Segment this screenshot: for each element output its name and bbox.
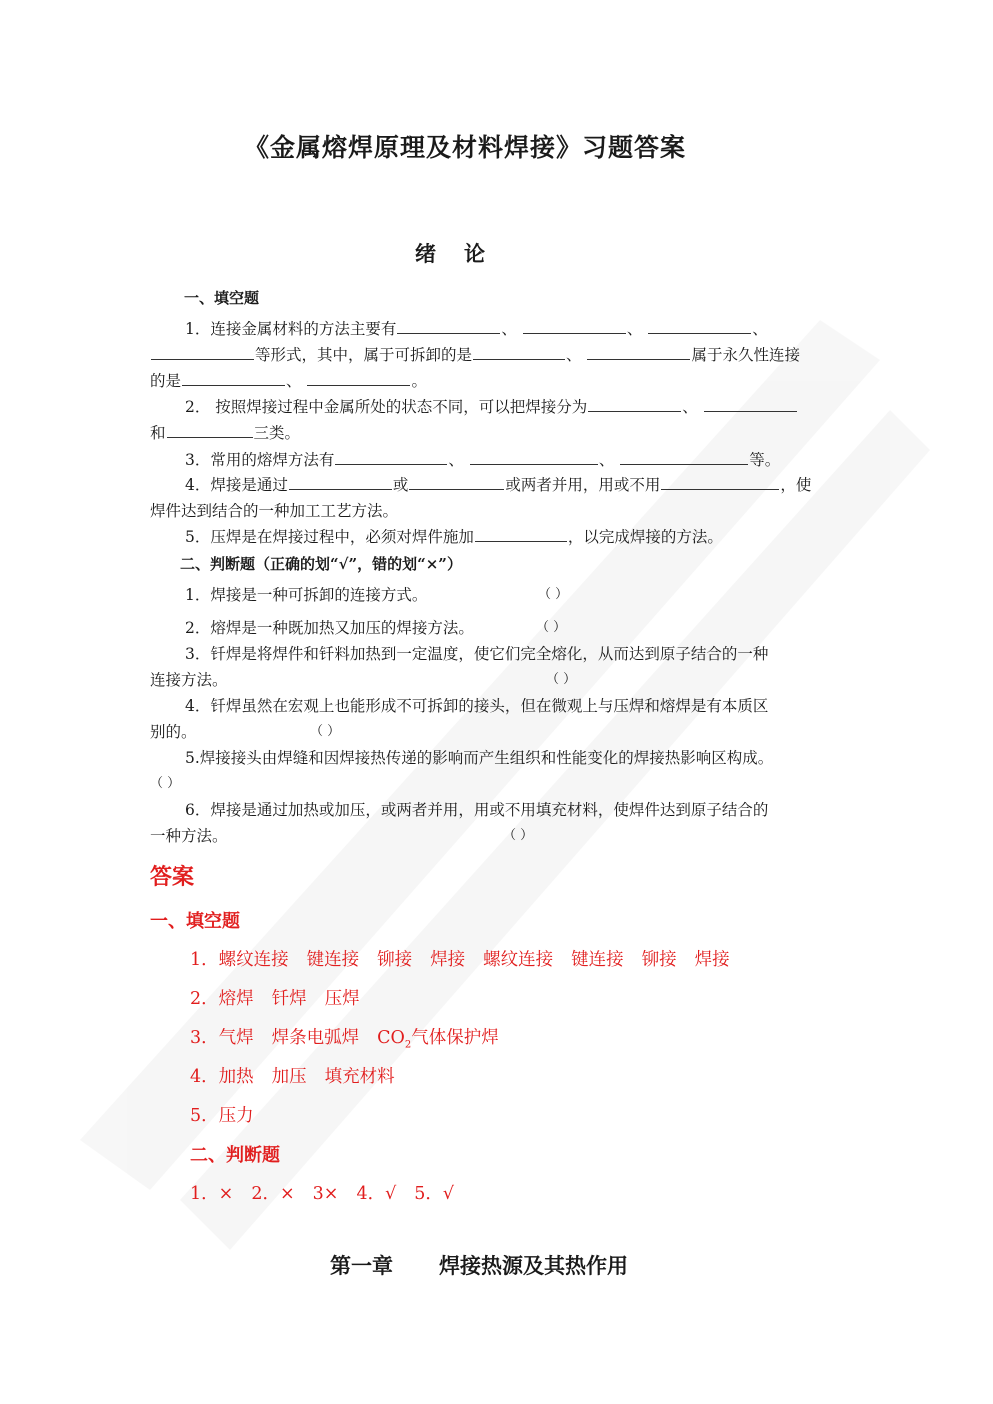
answer-line-2 bbox=[190, 985, 378, 1010]
blank bbox=[588, 394, 681, 412]
fill-q1-text-d: 的是 bbox=[150, 372, 182, 390]
judge-answer: 2．× bbox=[251, 1184, 295, 1204]
answer-item: 键连接 bbox=[571, 950, 624, 970]
answer-item: 1．螺纹连接 bbox=[190, 950, 289, 970]
co2-suffix: 气体保护焊 bbox=[411, 1028, 499, 1048]
blank bbox=[661, 472, 779, 490]
answer-item: 2．熔焊 bbox=[190, 989, 254, 1009]
blank bbox=[151, 342, 254, 360]
fill-q2-text-c: 三类。 bbox=[253, 424, 301, 442]
fill-q4-line1 bbox=[185, 472, 811, 498]
chapter-number: 第一章 bbox=[330, 1253, 393, 1278]
answer-line-3 bbox=[190, 1024, 499, 1051]
fill-q5-text-b: ，以完成焊接的方法。 bbox=[567, 528, 723, 546]
answer-item: 键连接 bbox=[306, 950, 360, 970]
blank bbox=[620, 447, 748, 465]
answer-item: 铆接 bbox=[377, 950, 413, 970]
fill-q5-text-a: 5．压焊是在焊接过程中，必须对焊件施加 bbox=[185, 528, 474, 546]
separator: 、 bbox=[626, 320, 643, 338]
separator: 、 bbox=[682, 398, 698, 416]
fill-q1-line3 bbox=[150, 368, 427, 394]
answer-item: 焊条电弧焊 bbox=[271, 1028, 360, 1048]
answers-fill-heading: 一、填空题 bbox=[150, 911, 240, 932]
fill-q2-line2 bbox=[150, 420, 300, 446]
section-title bbox=[0, 238, 900, 268]
blank bbox=[470, 447, 598, 465]
fill-q1-line2 bbox=[150, 342, 800, 368]
blank bbox=[167, 420, 253, 438]
answer-item-co2 bbox=[377, 1028, 499, 1051]
fill-q1-line1 bbox=[185, 316, 768, 342]
fill-q4-text-c: 或两者并用，用或不用 bbox=[505, 476, 661, 494]
separator: 、 bbox=[448, 451, 464, 469]
fill-q3-text-b: 等。 bbox=[749, 451, 781, 469]
separator: 、 bbox=[566, 346, 582, 364]
judge-q5-paren: （ ） bbox=[150, 776, 181, 791]
answer-item: 填充材料 bbox=[324, 1067, 395, 1087]
blank bbox=[409, 472, 504, 490]
fill-q1-text-c: 属于永久性连接 bbox=[691, 346, 800, 364]
blank bbox=[587, 342, 690, 360]
judge-q6-paren: （ ） bbox=[503, 828, 534, 843]
judge-q3-paren: （ ） bbox=[546, 672, 577, 687]
fill-q2-text-a: 2． 按照焊接过程中金属所处的状态不同，可以把焊接分为 bbox=[185, 398, 588, 416]
separator: 、 bbox=[598, 451, 615, 469]
judge-q1: 1．焊接是一种可拆卸的连接方式。 bbox=[185, 586, 428, 604]
blank bbox=[475, 524, 567, 542]
blank bbox=[704, 394, 797, 412]
answers-judge-heading: 二、判断题 bbox=[190, 1145, 280, 1166]
judge-q3-line1: 3．钎焊是将焊件和钎料加热到一定温度，使它们完全熔化，从而达到原子结合的一种 bbox=[185, 645, 769, 663]
blank bbox=[289, 472, 392, 490]
answer-line-1 bbox=[190, 946, 748, 971]
judge-answer: 5．√ bbox=[414, 1184, 455, 1204]
co2-subscript: 2 bbox=[404, 1039, 412, 1051]
blank bbox=[307, 368, 410, 386]
fill-q2-line1 bbox=[185, 394, 798, 420]
fill-q4-line2: 焊件达到结合的一种加工工艺方法。 bbox=[150, 502, 399, 520]
answer-item: 压焊 bbox=[324, 989, 360, 1009]
answer-item: 3．气焊 bbox=[190, 1028, 254, 1048]
fill-q5-line bbox=[185, 524, 723, 550]
blank bbox=[335, 447, 447, 465]
blank bbox=[648, 316, 751, 334]
judge-q4-paren: （ ） bbox=[310, 724, 341, 739]
fill-q4-text-d: ，使 bbox=[780, 476, 812, 494]
fill-q1-text-a: 1．连接金属材料的方法主要有 bbox=[185, 320, 397, 338]
fill-q4-text-b: 或 bbox=[392, 476, 409, 494]
separator: 、 bbox=[752, 320, 768, 338]
judge-q6-line2: 一种方法。 bbox=[150, 827, 228, 845]
blank bbox=[473, 342, 565, 360]
answer-line-5: 5．压力 bbox=[190, 1106, 254, 1126]
judge-q6-line1: 6．焊接是通过加热或加压，或两者并用，用或不用填充材料，使焊件达到原子结合的 bbox=[185, 801, 769, 819]
answer-item: 4．加热 bbox=[190, 1067, 254, 1087]
fill-heading: 一、填空题 bbox=[184, 289, 260, 307]
judge-q3-line2: 连接方法。 bbox=[150, 671, 228, 689]
fill-q3-line bbox=[185, 447, 780, 473]
answers-title: 答案 bbox=[150, 864, 195, 890]
judge-answer: 1．× bbox=[190, 1184, 234, 1204]
judge-q2-paren: （ ） bbox=[536, 620, 567, 635]
blank bbox=[523, 316, 626, 334]
section-title-char-2: 论 bbox=[464, 241, 485, 266]
period: 。 bbox=[411, 372, 427, 390]
fill-q2-text-b: 和 bbox=[150, 424, 166, 442]
blank bbox=[397, 316, 500, 334]
judge-q4-line1: 4．钎焊虽然在宏观上也能形成不可拆卸的接头，但在微观上与压焊和熔焊是有本质区 bbox=[185, 697, 769, 715]
chapter-title bbox=[330, 1250, 628, 1280]
judge-q4-line2: 别的。 bbox=[150, 723, 197, 741]
fill-q1-text-b: 等形式，其中，属于可拆卸的是 bbox=[255, 346, 473, 364]
judge-q2: 2．熔焊是一种既加热又加压的焊接方法。 bbox=[185, 619, 474, 637]
fill-q4-text-a: 4．焊接是通过 bbox=[185, 476, 288, 494]
answer-judge-line bbox=[190, 1180, 472, 1205]
section-title-char-1: 绪 bbox=[415, 241, 436, 266]
answer-line-4 bbox=[190, 1063, 413, 1088]
document-title: 《金属熔焊原理及材料焊接》习题答案 bbox=[243, 133, 686, 162]
answer-item: 铆接 bbox=[641, 950, 677, 970]
answer-item: 钎焊 bbox=[271, 989, 307, 1009]
judge-answer: 4．√ bbox=[356, 1184, 397, 1204]
co2-text: CO bbox=[377, 1028, 405, 1048]
blank bbox=[182, 368, 285, 386]
judge-q1-paren: （ ） bbox=[538, 587, 569, 602]
separator: 、 bbox=[286, 372, 302, 390]
judge-answer: 3× bbox=[312, 1184, 339, 1204]
judge-heading: 二、判断题（正确的划“√”，错的划“×”） bbox=[180, 555, 462, 573]
separator: 、 bbox=[501, 320, 517, 338]
fill-q3-text-a: 3．常用的熔焊方法有 bbox=[185, 451, 335, 469]
answer-item: 焊接 bbox=[430, 950, 466, 970]
judge-q5-line1: 5.焊接接头由焊缝和因焊接热传递的影响而产生组织和性能变化的焊接热影响区构成。 bbox=[185, 749, 774, 767]
chapter-name: 焊接热源及其热作用 bbox=[439, 1253, 628, 1278]
answer-item: 螺纹连接 bbox=[483, 950, 554, 970]
answer-item: 焊接 bbox=[694, 950, 730, 970]
answer-item: 加压 bbox=[271, 1067, 307, 1087]
